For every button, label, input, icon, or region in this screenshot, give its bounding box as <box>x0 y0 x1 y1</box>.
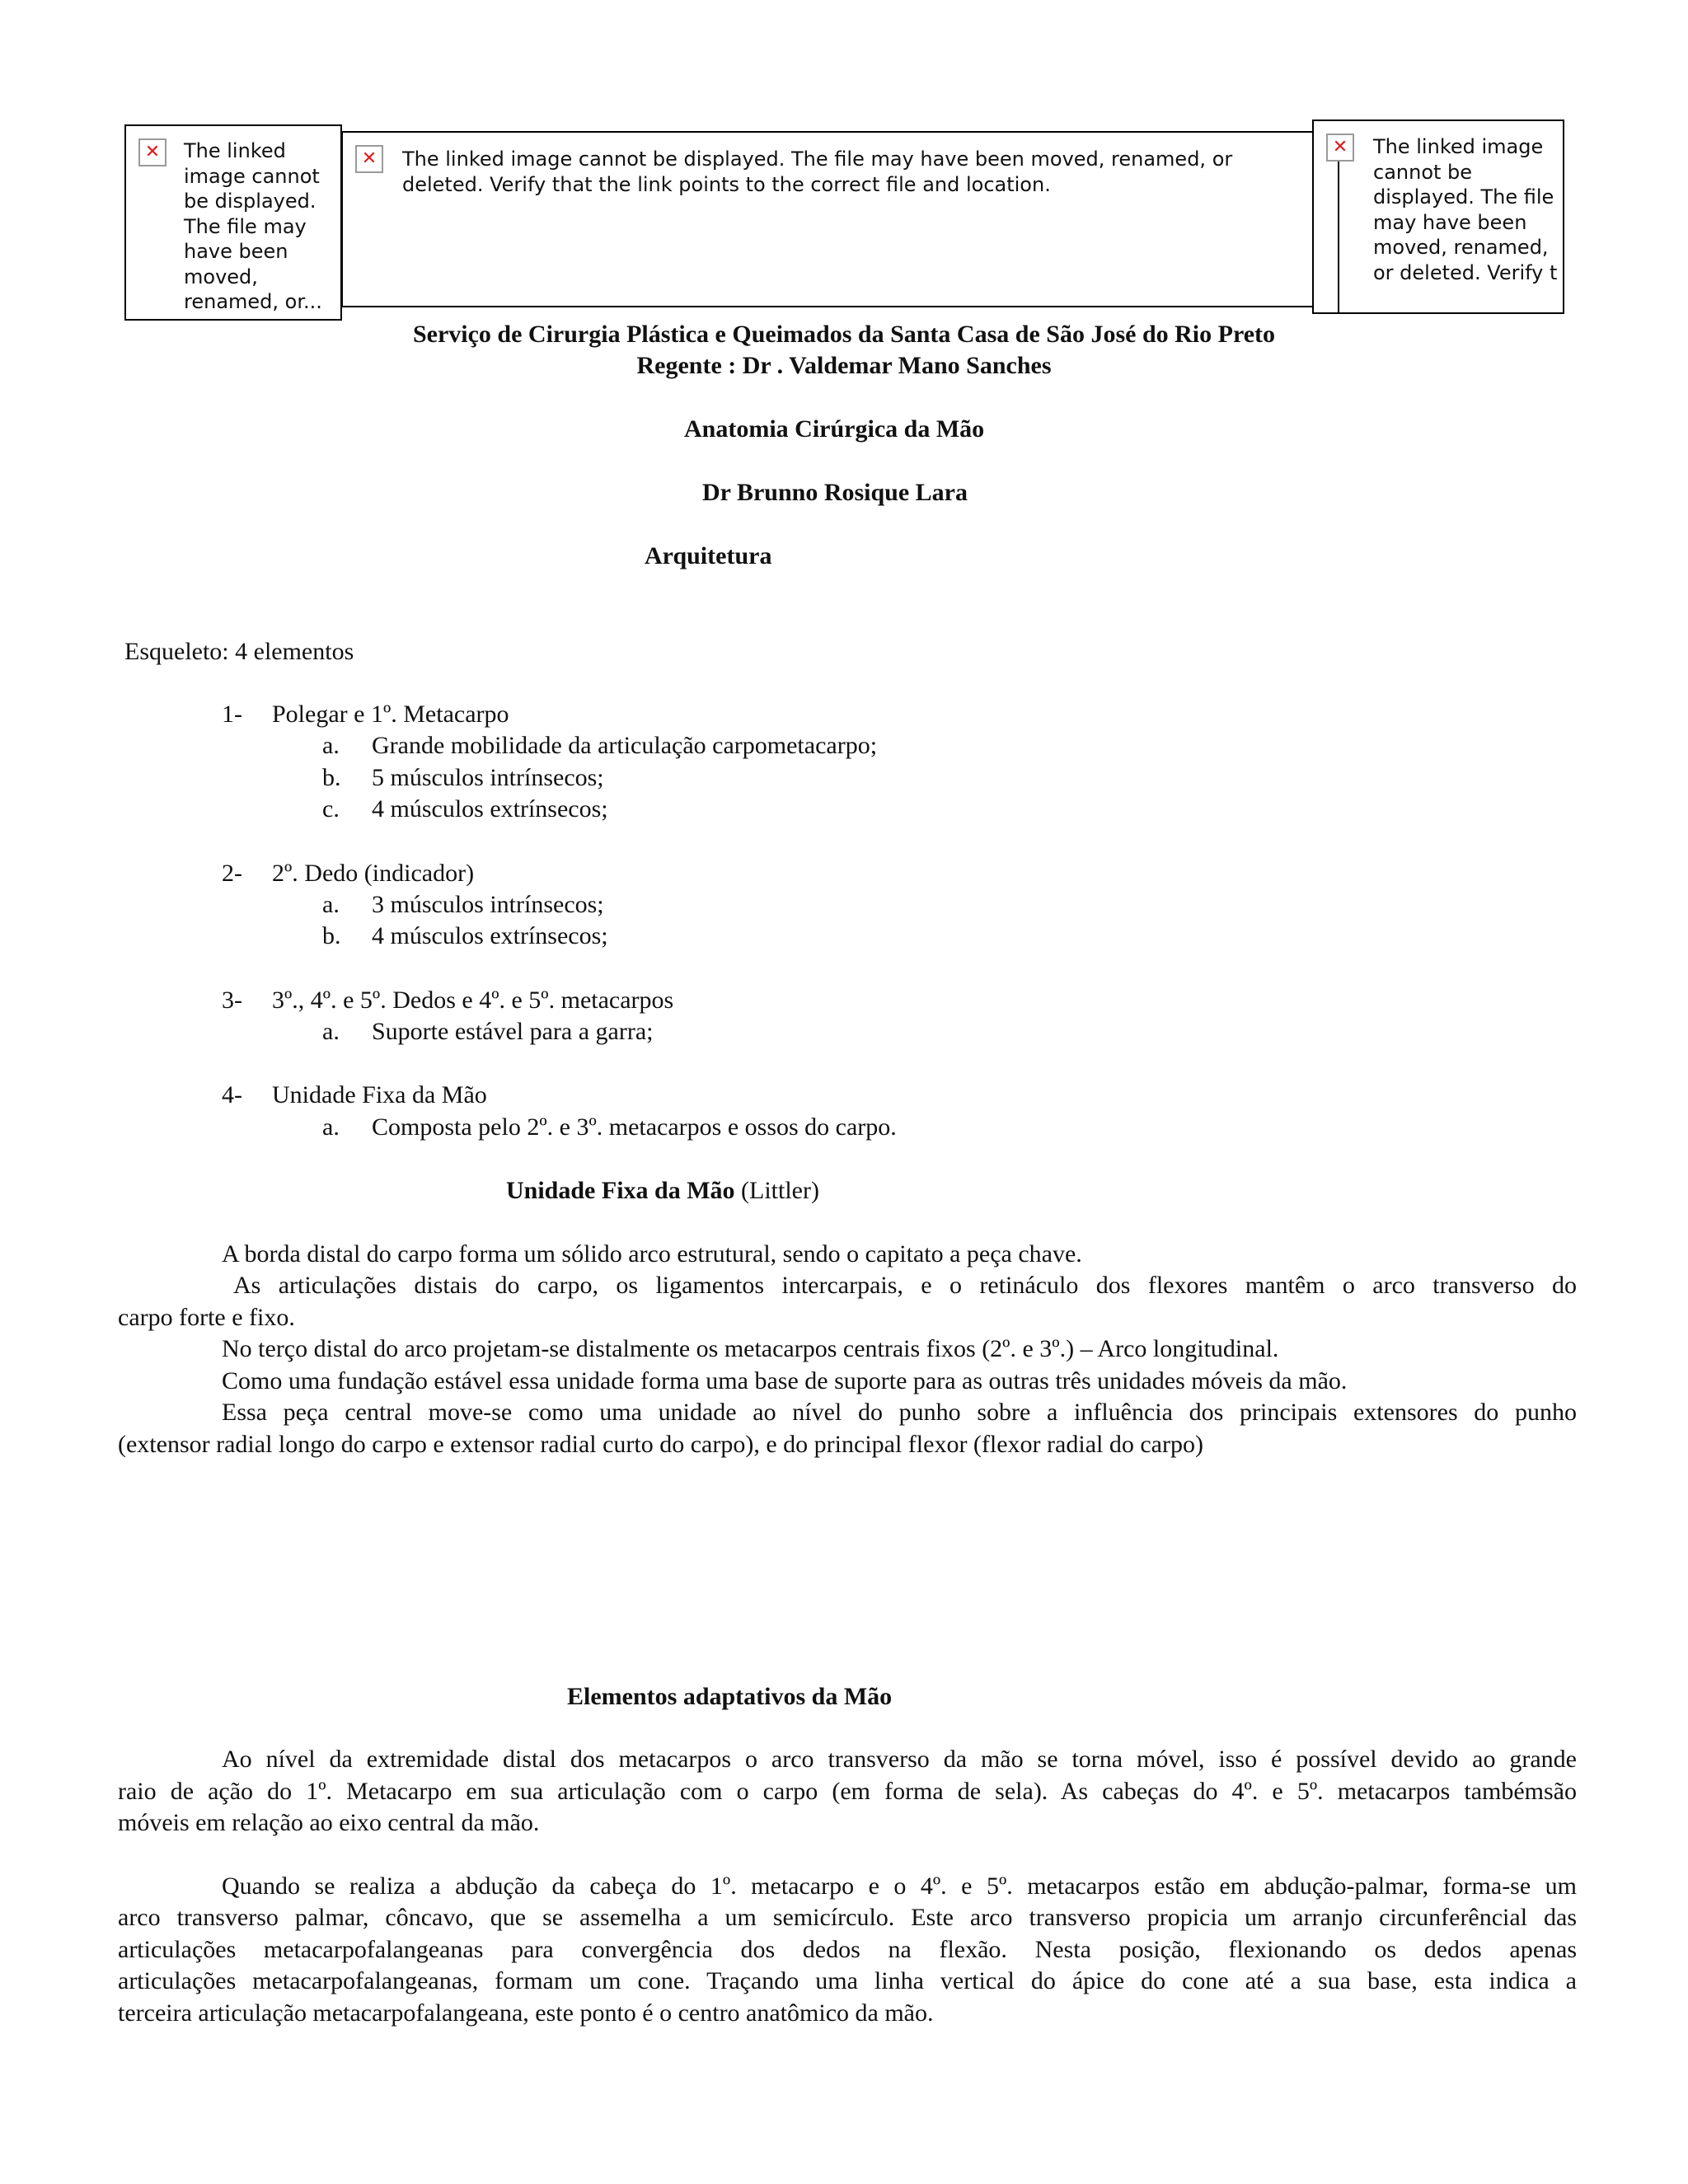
sub-text: Composta pelo 2º. e 3º. metacarpos e ossos do carpo. <box>372 1113 897 1141</box>
broken-image-right <box>1312 120 1564 314</box>
item-number: 4- <box>222 1081 242 1108</box>
item-number: 1- <box>222 701 242 728</box>
unit-heading-bold: Unidade Fixa da Mão <box>506 1177 735 1204</box>
paragraph-line: móveis em relação ao eixo central da mão. <box>118 1809 540 1836</box>
unit-heading-rest: (Littler) <box>734 1177 819 1204</box>
item-text: Polegar e 1º. Metacarpo <box>272 701 509 728</box>
regent-line: Regente : Dr . Valdemar Mano Sanches <box>636 352 1052 379</box>
sub-letter: a. <box>322 732 340 759</box>
item-number: 3- <box>222 987 242 1014</box>
paragraph-line: Quando se realiza a abdução da cabeça do 1º. metacarpo e o 4º. e 5º. metacarpos estão em abdução-palmar, forma-se um <box>222 1872 1577 1900</box>
sub-text: Suporte estável para a garra; <box>372 1018 654 1045</box>
paragraph-line: terceira articulação metacarpofalangeana, este ponto é o centro anatômico da mão. <box>118 1999 934 2027</box>
paragraph-line: As articulações distais do carpo, os ligamentos intercarpais, e o retináculo dos flexores mantêm o arco transverso do <box>233 1272 1577 1299</box>
sub-letter: b. <box>322 922 341 949</box>
item-number: 2- <box>222 860 242 887</box>
paragraph-line: articulações metacarpofalangeanas para convergência dos dedos na flexão. Nesta posição, flexionando os dedos apenas <box>118 1936 1577 1963</box>
broken-image-icon: ✕ <box>138 138 166 166</box>
broken-image-left <box>124 124 342 321</box>
paragraph-line: Essa peça central move-se como uma unidade ao nível do punho sobre a influência dos principais extensores do punho <box>222 1399 1577 1426</box>
adaptive-heading: Elementos adaptativos da Mão <box>567 1683 893 1710</box>
sub-letter: b. <box>322 764 341 791</box>
sub-text: 4 músculos extrínsecos; <box>372 922 608 949</box>
sub-text: 5 músculos intrínsecos; <box>372 764 604 791</box>
paragraph-line: carpo forte e fixo. <box>118 1304 295 1331</box>
broken-image-icon: ✕ <box>1326 134 1354 162</box>
paragraph-line: arco transverso palmar, côncavo, que se assemelha a um semicírculo. Este arco transverso propicia um arranjo circunferêncial das <box>118 1904 1577 1931</box>
sub-letter: c. <box>322 795 340 823</box>
paragraph-line: raio de ação do 1º. Metacarpo em sua articulação com o carpo (em forma de sela). As cabeças do 4º. e 5º. metacarpos tambémsão <box>118 1778 1577 1805</box>
sub-text: 4 músculos extrínsecos; <box>372 795 608 823</box>
sub-letter: a. <box>322 891 340 918</box>
broken-image-message: The linked image cannot be displayed. The file may have been moved, renamed, or deleted. Verify t <box>1373 135 1558 284</box>
item-text: Unidade Fixa da Mão <box>272 1081 487 1108</box>
broken-image-message: The linked image cannot be displayed. The file may have been moved, renamed, or... <box>184 139 322 313</box>
paragraph-line: Ao nível da extremidade distal dos metacarpos o arco transverso da mão se torna móvel, isso é possível devido ao grande <box>222 1746 1577 1773</box>
section-heading: Arquitetura <box>645 542 772 569</box>
paragraph-line: A borda distal do carpo forma um sólido arco estrutural, sendo o capitato a peça chave. <box>222 1240 1082 1268</box>
sub-text: 3 músculos intrínsecos; <box>372 891 604 918</box>
item-text: 3º., 4º. e 5º. Dedos e 4º. e 5º. metacarpos <box>272 987 674 1014</box>
paragraph-line: (extensor radial longo do carpo e extensor radial curto do carpo), e do principal flexor (flexor radial do carpo) <box>118 1431 1203 1458</box>
document-title: Anatomia Cirúrgica da Mão <box>684 415 985 443</box>
paragraph-line: Como uma fundação estável essa unidade forma uma base de suporte para as outras três unidades móveis da mão. <box>222 1367 1348 1394</box>
unit-heading <box>506 1175 819 1207</box>
broken-image-icon: ✕ <box>355 145 383 173</box>
sub-letter: a. <box>322 1018 340 1045</box>
item-text: 2º. Dedo (indicador) <box>272 860 475 887</box>
broken-image-center <box>341 131 1320 307</box>
author-name: Dr Brunno Rosique Lara <box>702 479 968 506</box>
broken-image-message: The linked image cannot be displayed. The file may have been moved, renamed, or deleted. Verify that the link points to the correct file and location. <box>402 148 1233 196</box>
paragraph-line: No terço distal do arco projetam-se distalmente os metacarpos centrais fixos (2º. e 3º.) – Arco longitudinal. <box>222 1335 1279 1362</box>
sub-letter: a. <box>322 1113 340 1141</box>
paragraph-line: articulações metacarpofalangeanas, formam um cone. Traçando uma linha vertical do ápice do cone até a sua base, esta indica a <box>118 1967 1577 1994</box>
sub-text: Grande mobilidade da articulação carpometacarpo; <box>372 732 878 759</box>
institution-line: Serviço de Cirurgia Plástica e Queimados da Santa Casa de São José do Rio Preto <box>412 321 1276 348</box>
frame-divider <box>1338 151 1339 314</box>
skeleton-heading: Esqueleto: 4 elementos <box>124 638 354 665</box>
